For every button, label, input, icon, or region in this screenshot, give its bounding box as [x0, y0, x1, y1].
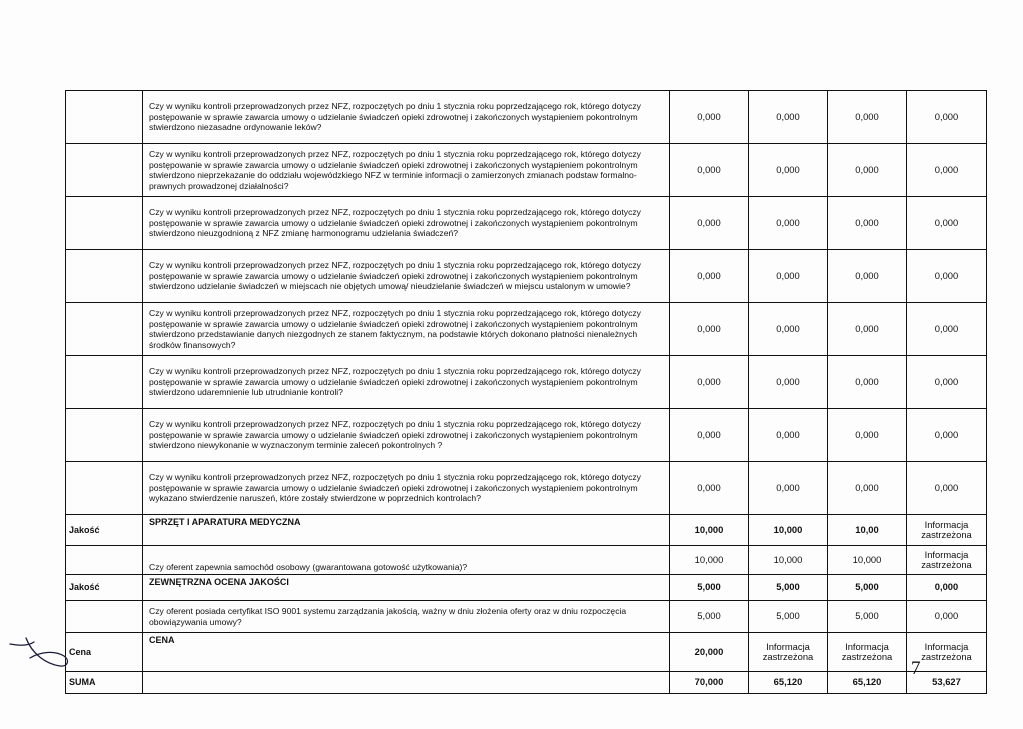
category-label: Cena — [66, 633, 143, 672]
value-cell: Informacja zastrzeżona — [749, 633, 828, 672]
table-row — [66, 144, 987, 197]
value-cell: 10,000 — [828, 546, 907, 575]
value-cell: 0,000 — [749, 409, 828, 462]
section-title: CENA — [143, 633, 670, 672]
category-label: Jakość — [66, 515, 143, 546]
value-cell: 0,000 — [907, 303, 987, 356]
value-cell: 53,627 — [907, 672, 987, 694]
question-text: Czy w wyniku kontroli przeprowadzonych przez NFZ, rozpoczętych po dniu 1 stycznia roku poprzedzającego rok, którego dotyczy postępowanie w sprawie zawarcia umowy o udzielanie świadczeń opieki zdrowotnej i zakończonych wystąpieniem pokontrolnym stwierdzono nieuzgodnioną z NFZ zmianę harmonogramu udzielania świadczeń? — [143, 197, 670, 250]
category-cell — [66, 601, 143, 633]
value-cell: 0,000 — [907, 601, 987, 633]
value-cell: 5,000 — [670, 575, 749, 601]
value-cell: Informacja zastrzeżona — [828, 633, 907, 672]
value-cell: 5,000 — [670, 601, 749, 633]
value-cell: 0,000 — [749, 462, 828, 515]
value-cell: 0,000 — [907, 409, 987, 462]
value-cell: 10,000 — [670, 515, 749, 546]
value-cell: 20,000 — [670, 633, 749, 672]
value-cell: 65,120 — [749, 672, 828, 694]
value-cell: 0,000 — [670, 462, 749, 515]
value-cell: 0,000 — [828, 462, 907, 515]
value-cell: Informacja zastrzeżona — [907, 546, 987, 575]
value-cell: 0,000 — [828, 409, 907, 462]
value-cell: 0,000 — [907, 462, 987, 515]
value-cell: 0,000 — [670, 250, 749, 303]
value-cell: 0,000 — [749, 91, 828, 144]
value-cell: 0,000 — [670, 197, 749, 250]
value-cell: 5,000 — [828, 601, 907, 633]
question-text: Czy w wyniku kontroli przeprowadzonych przez NFZ, rozpoczętych po dniu 1 stycznia roku poprzedzającego rok, którego dotyczy postępowanie w sprawie zawarcia umowy o udzielanie świadczeń opieki zdrowotnej i zakończonych wystąpieniem pokontrolnym stwierdzono przedstawianie danych niezgodnych ze stanem faktycznym, na podstawie których dokonano płatności nienależnych środków finansowych? — [143, 303, 670, 356]
value-cell: 5,000 — [749, 575, 828, 601]
page-number: 7 — [911, 658, 921, 679]
category-cell — [66, 91, 143, 144]
section-title: SPRZĘT I APARATURA MEDYCZNA — [143, 515, 670, 546]
value-cell: 0,000 — [670, 356, 749, 409]
value-cell: Informacja zastrzeżona — [907, 633, 987, 672]
value-cell: 65,120 — [828, 672, 907, 694]
question-text: Czy oferent zapewnia samochód osobowy (gwarantowana gotowość użytkowania)? — [143, 546, 670, 575]
value-cell: 0,000 — [907, 356, 987, 409]
value-cell: 0,000 — [749, 144, 828, 197]
table-row — [66, 462, 987, 515]
section-row-equipment — [66, 515, 987, 546]
value-cell: 5,000 — [828, 575, 907, 601]
signature-mark — [6, 632, 76, 672]
value-cell: 0,000 — [749, 303, 828, 356]
table-row — [66, 356, 987, 409]
value-cell: 0,000 — [907, 250, 987, 303]
value-cell: 0,000 — [670, 409, 749, 462]
value-cell: 0,000 — [828, 197, 907, 250]
value-cell: 0,000 — [828, 91, 907, 144]
section-row-external-quality — [66, 575, 987, 601]
category-cell — [66, 250, 143, 303]
table-row — [66, 303, 987, 356]
table-row — [66, 546, 987, 575]
value-cell: 70,000 — [670, 672, 749, 694]
value-cell: 0,000 — [670, 91, 749, 144]
value-cell: 0,000 — [749, 250, 828, 303]
value-cell: 0,000 — [828, 356, 907, 409]
question-text: Czy w wyniku kontroli przeprowadzonych przez NFZ, rozpoczętych po dniu 1 stycznia roku poprzedzającego rok, którego dotyczy postępowanie w sprawie zawarcia umowy o udzielanie świadczeń opieki zdrowotnej i zakończonych wystąpieniem pokontrolnym stwierdzono nieprzekazanie do oddziału wojewódzkiego NFZ w terminie informacji o zamierzonych zmianach podstaw formalno-prawnych prowadzonej działalności? — [143, 144, 670, 197]
category-cell — [66, 409, 143, 462]
value-cell: Informacja zastrzeżona — [907, 515, 987, 546]
category-cell — [66, 197, 143, 250]
question-text: Czy oferent posiada certyfikat ISO 9001 systemu zarządzania jakością, ważny w dniu złożenia oferty oraz w dniu rozpoczęcia obowiązywania umowy? — [143, 601, 670, 633]
table-row — [66, 409, 987, 462]
table-row — [66, 197, 987, 250]
value-cell: 10,000 — [749, 546, 828, 575]
category-cell — [66, 356, 143, 409]
section-title: ZEWNĘTRZNA OCENA JAKOŚCI — [143, 575, 670, 601]
sum-label: SUMA — [66, 672, 143, 694]
table-row — [66, 250, 987, 303]
value-cell: 0,000 — [828, 250, 907, 303]
question-text: Czy w wyniku kontroli przeprowadzonych przez NFZ, rozpoczętych po dniu 1 stycznia roku poprzedzającego rok, którego dotyczy postępowanie w sprawie zawarcia umowy o udzielanie świadczeń opieki zdrowotnej i zakończonych wystąpieniem pokontrolnym stwierdzono niezasadne ordynowanie leków? — [143, 91, 670, 144]
sum-row — [66, 672, 987, 694]
category-cell — [66, 462, 143, 515]
question-text: Czy w wyniku kontroli przeprowadzonych przez NFZ, rozpoczętych po dniu 1 stycznia roku poprzedzającego rok, którego dotyczy postępowanie w sprawie zawarcia umowy o udzielanie świadczeń opieki zdrowotnej i zakończonych wystąpieniem pokontrolnym wykazano stwierdzenie naruszeń, które zostały stwierdzone w poprzednich kontrolach? — [143, 462, 670, 515]
value-cell: 5,000 — [749, 601, 828, 633]
value-cell: 10,000 — [670, 546, 749, 575]
sum-spacer — [143, 672, 670, 694]
value-cell: 0,000 — [907, 91, 987, 144]
table-row — [66, 91, 987, 144]
value-cell: 0,000 — [907, 575, 987, 601]
value-cell: 10,00 — [828, 515, 907, 546]
value-cell: 0,000 — [828, 303, 907, 356]
question-text: Czy w wyniku kontroli przeprowadzonych przez NFZ, rozpoczętych po dniu 1 stycznia roku poprzedzającego rok, którego dotyczy postępowanie w sprawie zawarcia umowy o udzielanie świadczeń opieki zdrowotnej i zakończonych wystąpieniem pokontrolnym stwierdzono udaremnienie lub utrudnianie kontroli? — [143, 356, 670, 409]
question-text: Czy w wyniku kontroli przeprowadzonych przez NFZ, rozpoczętych po dniu 1 stycznia roku poprzedzającego rok, którego dotyczy postępowanie w sprawie zawarcia umowy o udzielanie świadczeń opieki zdrowotnej i zakończonych wystąpieniem pokontrolnym stwierdzono udzielanie świadczeń w miejscach nie objętych umową/ nieudzielanie świadczeń w miejscu ustalonym w umowie? — [143, 250, 670, 303]
value-cell: 0,000 — [907, 197, 987, 250]
question-text: Czy w wyniku kontroli przeprowadzonych przez NFZ, rozpoczętych po dniu 1 stycznia roku poprzedzającego rok, którego dotyczy postępowanie w sprawie zawarcia umowy o udzielanie świadczeń opieki zdrowotnej i zakończonych wystąpieniem pokontrolnym stwierdzono niewykonanie w wyznaczonym terminie zaleceń pokontrolnych ? — [143, 409, 670, 462]
category-cell — [66, 303, 143, 356]
scoring-table — [65, 90, 987, 694]
value-cell: 0,000 — [828, 144, 907, 197]
value-cell: 0,000 — [907, 144, 987, 197]
value-cell: 10,000 — [749, 515, 828, 546]
category-cell — [66, 144, 143, 197]
category-label: Jakość — [66, 575, 143, 601]
value-cell: 0,000 — [749, 197, 828, 250]
value-cell: 0,000 — [670, 303, 749, 356]
table-row — [66, 601, 987, 633]
section-row-price — [66, 633, 987, 672]
value-cell: 0,000 — [670, 144, 749, 197]
category-cell — [66, 546, 143, 575]
value-cell: 0,000 — [749, 356, 828, 409]
